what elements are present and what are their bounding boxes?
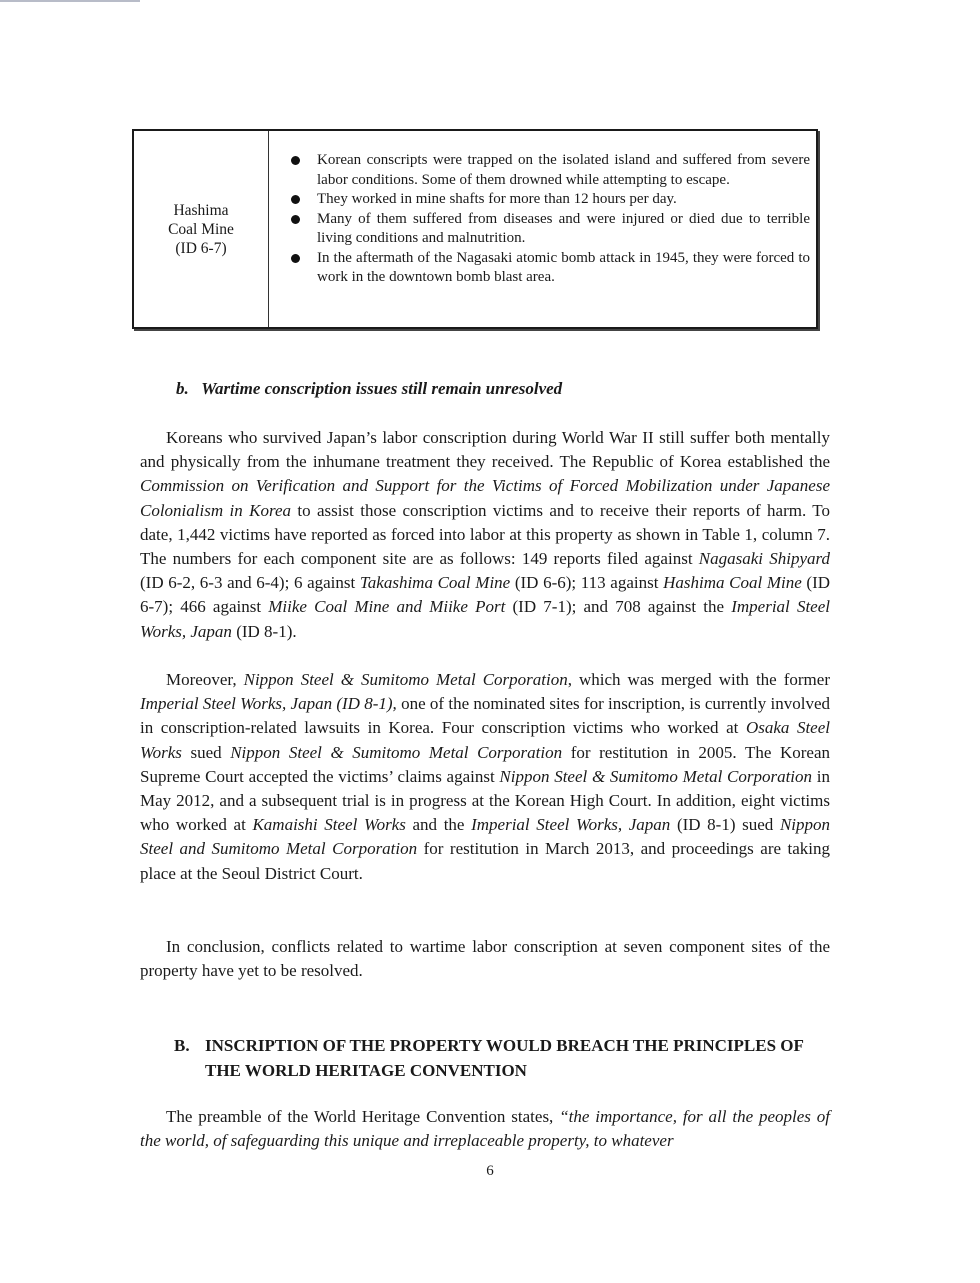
bullet-text: Many of them suffered from diseases and were injured or died due to terrible living conditions and malnutrition.: [317, 210, 810, 246]
italic-text-run: Nippon Steel & Sumitomo Metal Corporation: [243, 670, 568, 689]
bullet-text: Korean conscripts were trapped on the isolated island and suffered from severe labor conditions. Some of them drowned while attempting to escape.: [317, 152, 810, 188]
site-name-line: Hashima: [173, 201, 229, 219]
text-run: (ID 6-6); 113 against: [510, 573, 664, 593]
text-run: for restitution in 2005. The Korean Supreme Court accepted the victims’ claims against: [140, 742, 830, 786]
bullet-dot-icon: [291, 156, 300, 165]
bullet-text: In the aftermath of the Nagasaki atomic bomb attack in 1945, they were forced to work in the downtown bomb blast area.: [317, 249, 810, 285]
bullet-dot-icon: [291, 254, 300, 263]
text-run: Koreans who survived Japan’s labor conscription during World War II still suffer both mentally and physically from the inhumane treatment they received. The Republic of Korea established the: [140, 428, 830, 472]
text-run: (ID 6-7); 466 against: [140, 573, 831, 617]
section-heading: [174, 1033, 834, 1083]
bullet-item: [291, 249, 810, 288]
bullet-item: [291, 151, 810, 190]
site-name-line: Coal Mine: [168, 220, 234, 238]
section-title: INSCRIPTION OF THE PROPERTY WOULD BREACH THE PRINCIPLES OF THE WORLD HERITAGE CONVENTION: [205, 1036, 804, 1080]
text-run: (ID 8-1) sued: [670, 815, 780, 835]
text-run: to assist those conscription victims and to receive their reports of harm. To date, 1,442 victims have reported as forced into labor at this property as shown in Table 1, column 7. The numbers for each component site are as follows: 149 reports filed against: [140, 500, 830, 569]
italic-text-run: Imperial Steel Works, Japan: [471, 815, 671, 835]
italic-text-run: Miike Coal Mine and Miike Port: [268, 597, 506, 617]
subsection-heading: b. Wartime conscription issues still remain unresolved: [176, 379, 563, 398]
text-run: (ID 6-2, 6-3 and 6-4); 6 against: [140, 573, 360, 593]
bullet-dot-icon: [291, 195, 300, 204]
bullet-dot-icon: [291, 215, 300, 224]
paragraph-preamble: [140, 1105, 830, 1153]
scan-edge-line: [0, 0, 140, 2]
paragraph-lawsuits: [140, 668, 830, 886]
text-run: in May 2012, and a subsequent trial is in progress at the Korean High Court. In addition, eight victims who worked at: [140, 766, 830, 835]
bullet-item: [291, 190, 810, 210]
text-run: , which was merged with the former: [567, 670, 830, 689]
text-run: for restitution in March 2013, and proceedings are taking place at the Seoul District Court.: [140, 839, 830, 883]
paragraph-conclusion: [140, 935, 830, 983]
italic-text-run: Imperial Steel Works, Japan (ID 8-1),: [140, 694, 397, 714]
italic-text-run: Nippon Steel & Sumitomo Metal Corporation: [499, 766, 813, 786]
italic-text-run: Commission on Verification and Support for the Victims of Forced Mobilization under Japanese Colonialism in Korea: [140, 476, 830, 520]
italic-text-run: Nippon Steel & Sumitomo Metal Corporation: [230, 742, 563, 762]
text-run: The preamble of the World Heritage Convention states,: [166, 1107, 560, 1126]
site-table: [132, 129, 818, 329]
italic-text-run: “the importance, for all the peoples of the world, of safeguarding this unique and irreplaceable property, to whatever: [140, 1107, 831, 1151]
conclusion-text: In conclusion, conflicts related to wartime labor conscription at seven component sites of the property have yet to be resolved.: [140, 937, 830, 981]
bullet-list: [291, 151, 810, 288]
site-id-line: (ID 6-7): [175, 239, 227, 257]
page-number: 6: [486, 1163, 494, 1179]
text-run: and the: [405, 815, 472, 835]
text-run: one of the nominated sites for inscription, is currently involved in conscription-related lawsuits in Korea. Four conscription victims who worked at: [140, 694, 830, 738]
section-number: B.: [174, 1036, 190, 1055]
italic-text-run: Nagasaki Shipyard: [698, 549, 830, 569]
text-run: (ID 8-1).: [231, 621, 297, 641]
text-run: sued: [181, 742, 231, 762]
bullet-text: They worked in mine shafts for more than 12 hours per day.: [317, 191, 677, 207]
italic-text-run: Nippon Steel and Sumitomo Metal Corporation: [140, 815, 831, 859]
italic-text-run: Osaka Steel Works: [140, 718, 830, 762]
paragraph-victims-reports: [140, 426, 830, 644]
italic-text-run: Imperial Steel Works, Japan: [140, 597, 830, 641]
site-details-cell: [269, 131, 816, 327]
italic-text-run: Hashima Coal Mine: [663, 573, 802, 593]
text-run: Moreover,: [166, 670, 244, 689]
italic-text-run: Kamaishi Steel Works: [252, 815, 406, 835]
bullet-item: [291, 210, 810, 249]
text-run: (ID 7-1); and 708 against the: [505, 597, 732, 617]
italic-text-run: Takashima Coal Mine: [359, 573, 511, 593]
site-name-cell: [134, 131, 269, 327]
